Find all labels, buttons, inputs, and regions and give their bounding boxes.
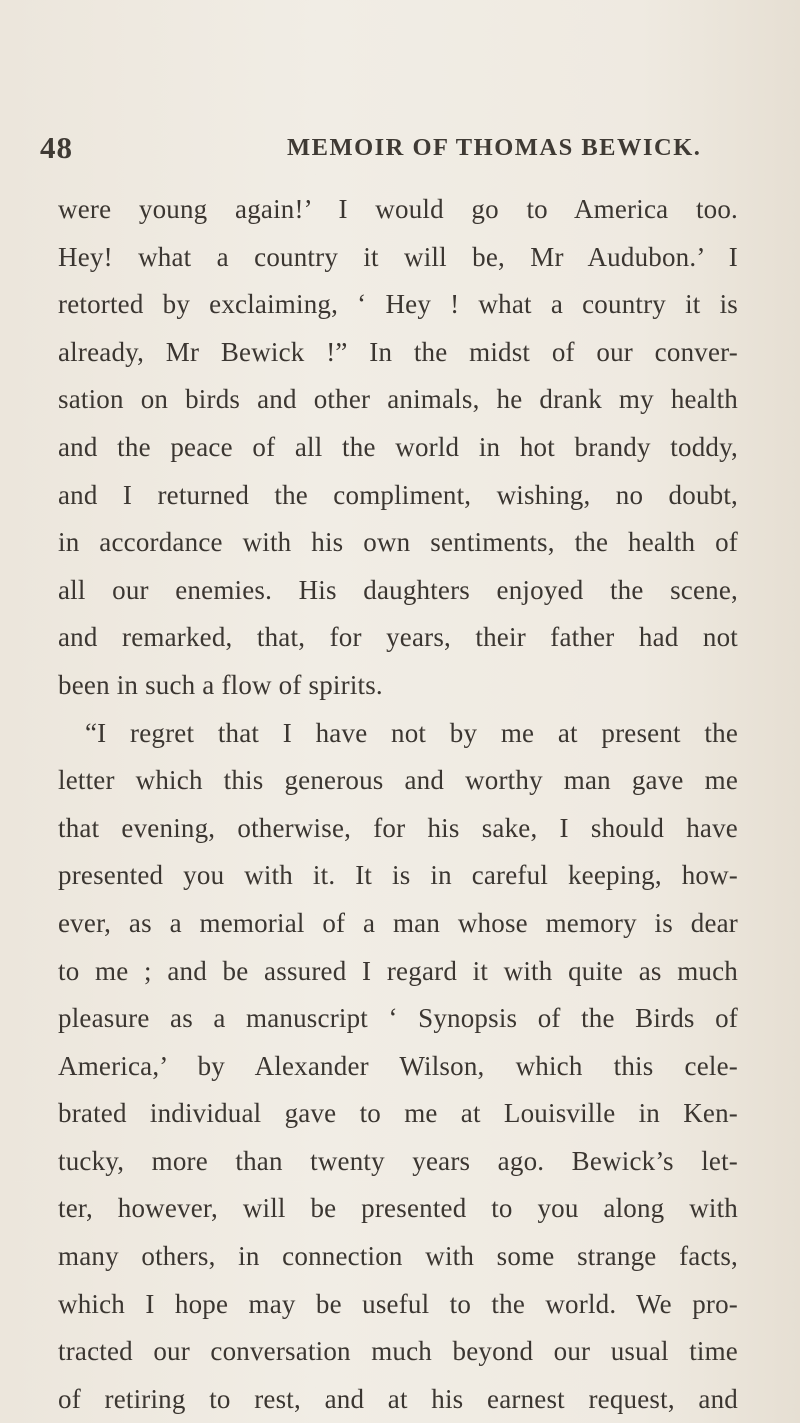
text-line: that evening, otherwise, for his sake, I should have <box>58 812 738 843</box>
text-line: America,’ by Alexander Wilson, which this cele- <box>58 1050 738 1081</box>
text-line: of retiring to rest, and at his earnest request, and <box>58 1383 738 1414</box>
text-line: many others, in connection with some strange facts, <box>58 1241 738 1272</box>
text-line: all our enemies. His daughters enjoyed the scene, <box>58 574 738 605</box>
text-line: and the peace of all the world in hot brandy toddy, <box>58 431 738 462</box>
body-text <box>58 186 738 1423</box>
text-line: to me ; and be assured I regard it with quite as much <box>58 955 738 986</box>
text-line: tracted our conversation much beyond our usual time <box>58 1336 738 1367</box>
running-head <box>40 130 740 170</box>
paragraph-end-line: been in such a flow of spirits. <box>58 669 383 700</box>
text-line: tucky, more than twenty years ago. Bewick’s let- <box>58 1145 738 1176</box>
text-line: were young again!’ I would go to America too. <box>58 194 738 224</box>
paragraph-start-line: “I regret that I have not by me at present the <box>85 717 738 748</box>
text-line: presented you with it. It is in careful keeping, how- <box>58 860 738 891</box>
page-number: 48 <box>40 130 73 165</box>
text-line: already, Mr Bewick !” In the midst of our conver- <box>58 336 738 367</box>
text-line: and I returned the compliment, wishing, no doubt, <box>58 479 738 510</box>
text-line: letter which this generous and worthy man gave me <box>58 765 738 796</box>
text-line: pleasure as a manuscript ‘ Synopsis of the Birds of <box>58 1003 738 1034</box>
text-line: which I hope may be useful to the world. We pro- <box>58 1288 738 1319</box>
text-line: brated individual gave to me at Louisville in Ken- <box>58 1098 738 1129</box>
text-line: retorted by exclaiming, ‘ Hey ! what a country it is <box>58 289 738 320</box>
text-line: ever, as a memorial of a man whose memory is dear <box>58 907 738 938</box>
text-line: sation on birds and other animals, he drank my health <box>58 384 738 415</box>
running-title: MEMOIR OF THOMAS BEWICK. <box>287 134 702 161</box>
text-line: Hey! what a country it will be, Mr Audubon.’ I <box>58 241 738 272</box>
text-line: in accordance with his own sentiments, the health of <box>58 527 738 558</box>
text-line: ter, however, will be presented to you along with <box>58 1193 738 1224</box>
text-line: and remarked, that, for years, their father had not <box>58 622 738 653</box>
